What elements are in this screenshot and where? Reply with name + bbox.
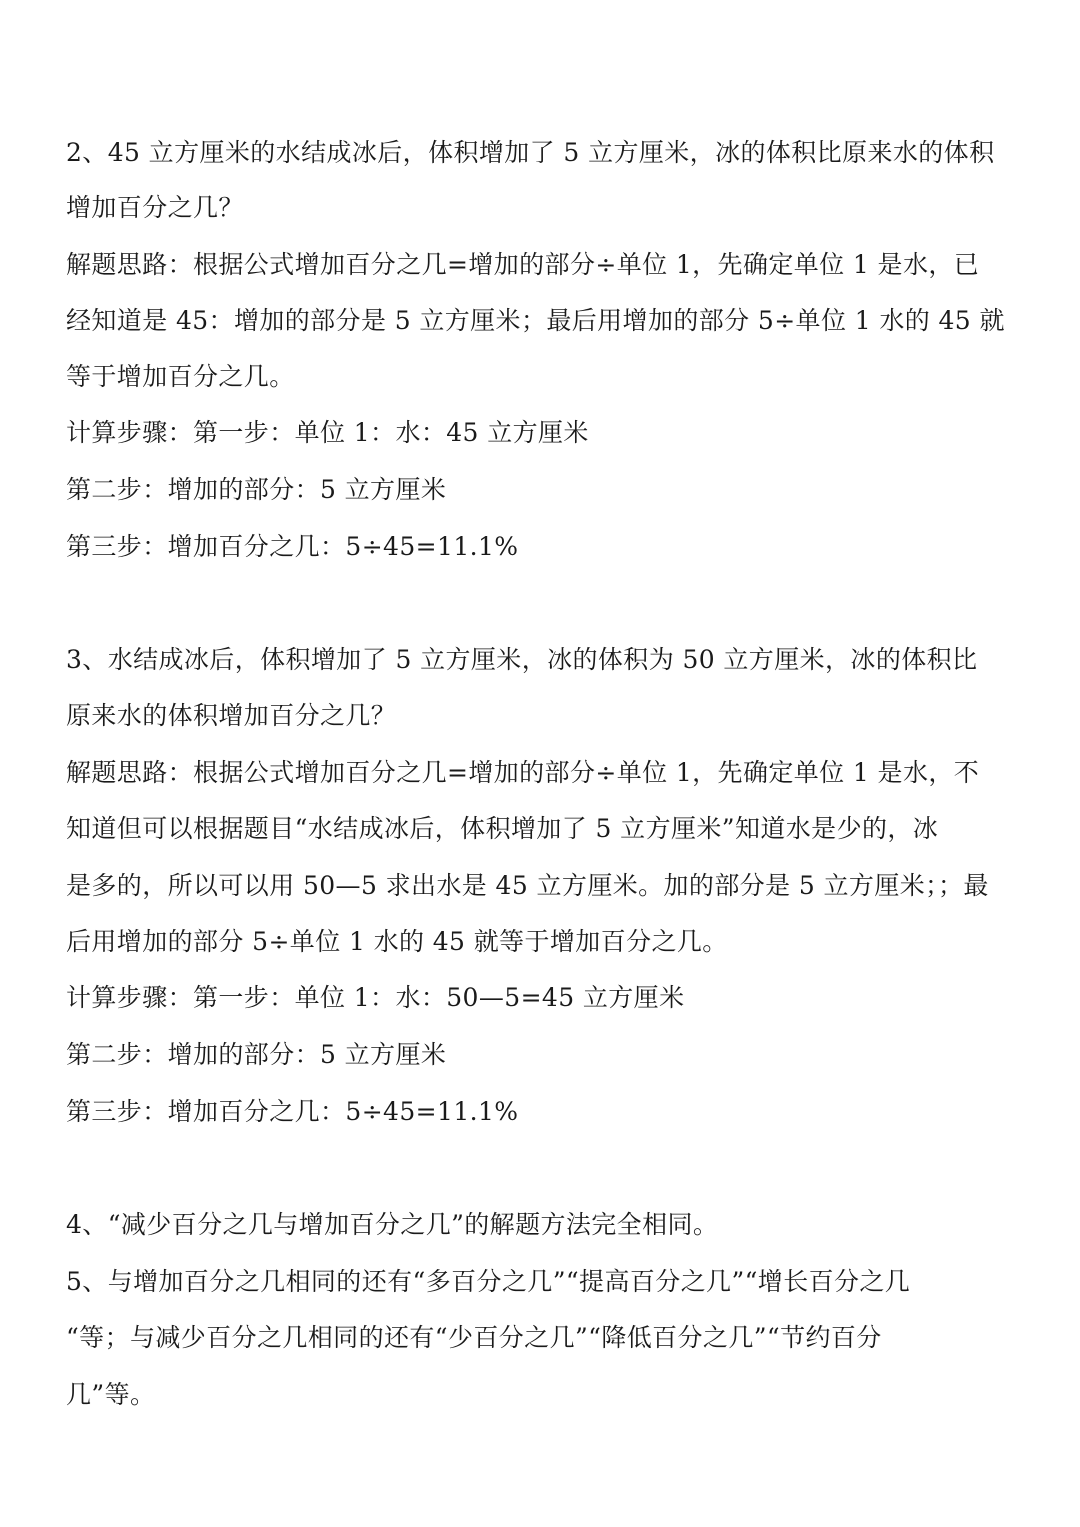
- s5-line3: 几”等。: [66, 1380, 156, 1409]
- s4-line1: 4、“减少百分之几与增加百分之几”的解题方法完全相同。: [66, 1210, 719, 1239]
- s2-question-line1: 2、45 立方厘米的水结成冰后，体积增加了 5 立方厘米，冰的体积比原来水的体积: [66, 138, 995, 167]
- s3-approach-line4: 后用增加的部分 5÷单位 1 水的 45 就等于增加百分之几。: [66, 927, 728, 956]
- s3-approach-line1: 解题思路：根据公式增加百分之几=增加的部分÷单位 1，先确定单位 1 是水，不: [66, 758, 980, 787]
- s3-approach-line3: 是多的，所以可以用 50—5 求出水是 45 立方厘米。加的部分是 5 立方厘米；；最: [66, 871, 989, 900]
- s2-step2: 第二步：增加的部分：5 立方厘米: [66, 475, 447, 504]
- s2-step1: 计算步骤：第一步：单位 1：水：45 立方厘米: [66, 418, 589, 447]
- s5-line1: 5、与增加百分之几相同的还有“多百分之几”“提高百分之几”“增长百分之几: [66, 1267, 911, 1296]
- s2-step3: 第三步：增加百分之几：5÷45=11.1%: [66, 532, 519, 561]
- s3-step3: 第三步：增加百分之几：5÷45=11.1%: [66, 1097, 519, 1126]
- s3-step1: 计算步骤：第一步：单位 1：水：50—5=45 立方厘米: [66, 983, 685, 1012]
- s3-question-line2: 原来水的体积增加百分之几？: [66, 701, 397, 730]
- s2-approach-line2: 经知道是 45：增加的部分是 5 立方厘米；最后用增加的部分 5÷单位 1 水的 45 就: [66, 306, 1005, 335]
- s3-question-line1: 3、水结成冰后，体积增加了 5 立方厘米，冰的体积为 50 立方厘米，冰的体积比: [66, 645, 978, 674]
- s2-approach-line3: 等于增加百分之几。: [66, 362, 295, 391]
- s3-approach-line2: 知道但可以根据题目“水结成冰后，体积增加了 5 立方厘米”知道水是少的，冰: [66, 814, 939, 843]
- s3-step2: 第二步：增加的部分：5 立方厘米: [66, 1040, 447, 1069]
- s5-line2: “等；与减少百分之几相同的还有“少百分之几”“降低百分之几”“节约百分: [66, 1323, 882, 1352]
- s2-approach-line1: 解题思路：根据公式增加百分之几=增加的部分÷单位 1，先确定单位 1 是水，已: [66, 250, 980, 279]
- s2-question-line2: 增加百分之几？: [66, 193, 244, 222]
